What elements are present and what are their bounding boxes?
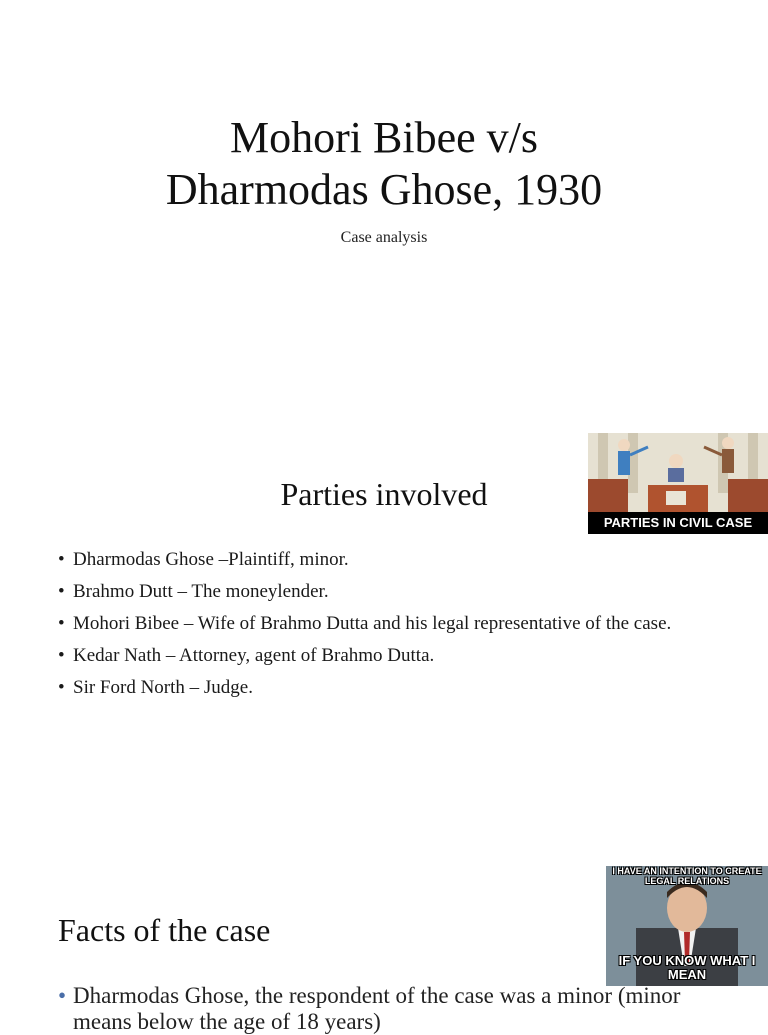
parties-heading: Parties involved	[280, 476, 488, 512]
meme-image	[606, 866, 768, 986]
bullet-text: Mohori Bibee – Wife of Brahmo Dutta and his legal representative of the case.	[73, 613, 672, 634]
list-item	[58, 644, 688, 668]
facts-heading: Facts of the case	[58, 912, 271, 948]
slide-title-heading	[0, 112, 768, 216]
title-line-1: Mohori Bibee v/s	[230, 113, 538, 162]
slide-subtitle: Case analysis	[340, 229, 428, 246]
list-item	[58, 676, 688, 700]
slide-title	[0, 0, 768, 410]
bullet-icon: •	[58, 645, 65, 666]
meme-top-text: I HAVE AN INTENTION TO CREATE LEGAL RELATIONS	[612, 866, 762, 886]
bullet-icon: •	[58, 677, 65, 698]
bullet-text: Brahmo Dutt – The moneylender.	[73, 581, 329, 602]
slide-parties	[0, 420, 768, 840]
bullet-icon: •	[58, 581, 65, 602]
bullet-icon: •	[58, 983, 67, 1008]
bullet-text: Kedar Nath – Attorney, agent of Brahmo Dutta.	[73, 645, 435, 666]
parties-image-caption: PARTIES IN CIVIL CASE	[588, 512, 768, 534]
bullet-icon: •	[58, 549, 65, 570]
meme-bottom-text: IF YOU KNOW WHAT I MEAN	[618, 953, 756, 982]
bullet-text: Dharmodas Ghose, the respondent of the case was a minor (minor means below the age of 18 years)	[73, 983, 681, 1034]
slide-facts	[0, 850, 768, 1034]
bullet-text: Sir Ford North – Judge.	[73, 677, 253, 698]
parties-list	[58, 548, 688, 708]
list-item	[58, 612, 688, 636]
bullet-icon: •	[58, 613, 65, 634]
list-item	[58, 548, 688, 572]
bullet-text: Dharmodas Ghose –Plaintiff, minor.	[73, 549, 349, 570]
title-line-2: Dharmodas Ghose, 1930	[165, 165, 603, 214]
list-item	[58, 580, 688, 604]
list-item	[58, 983, 738, 1035]
